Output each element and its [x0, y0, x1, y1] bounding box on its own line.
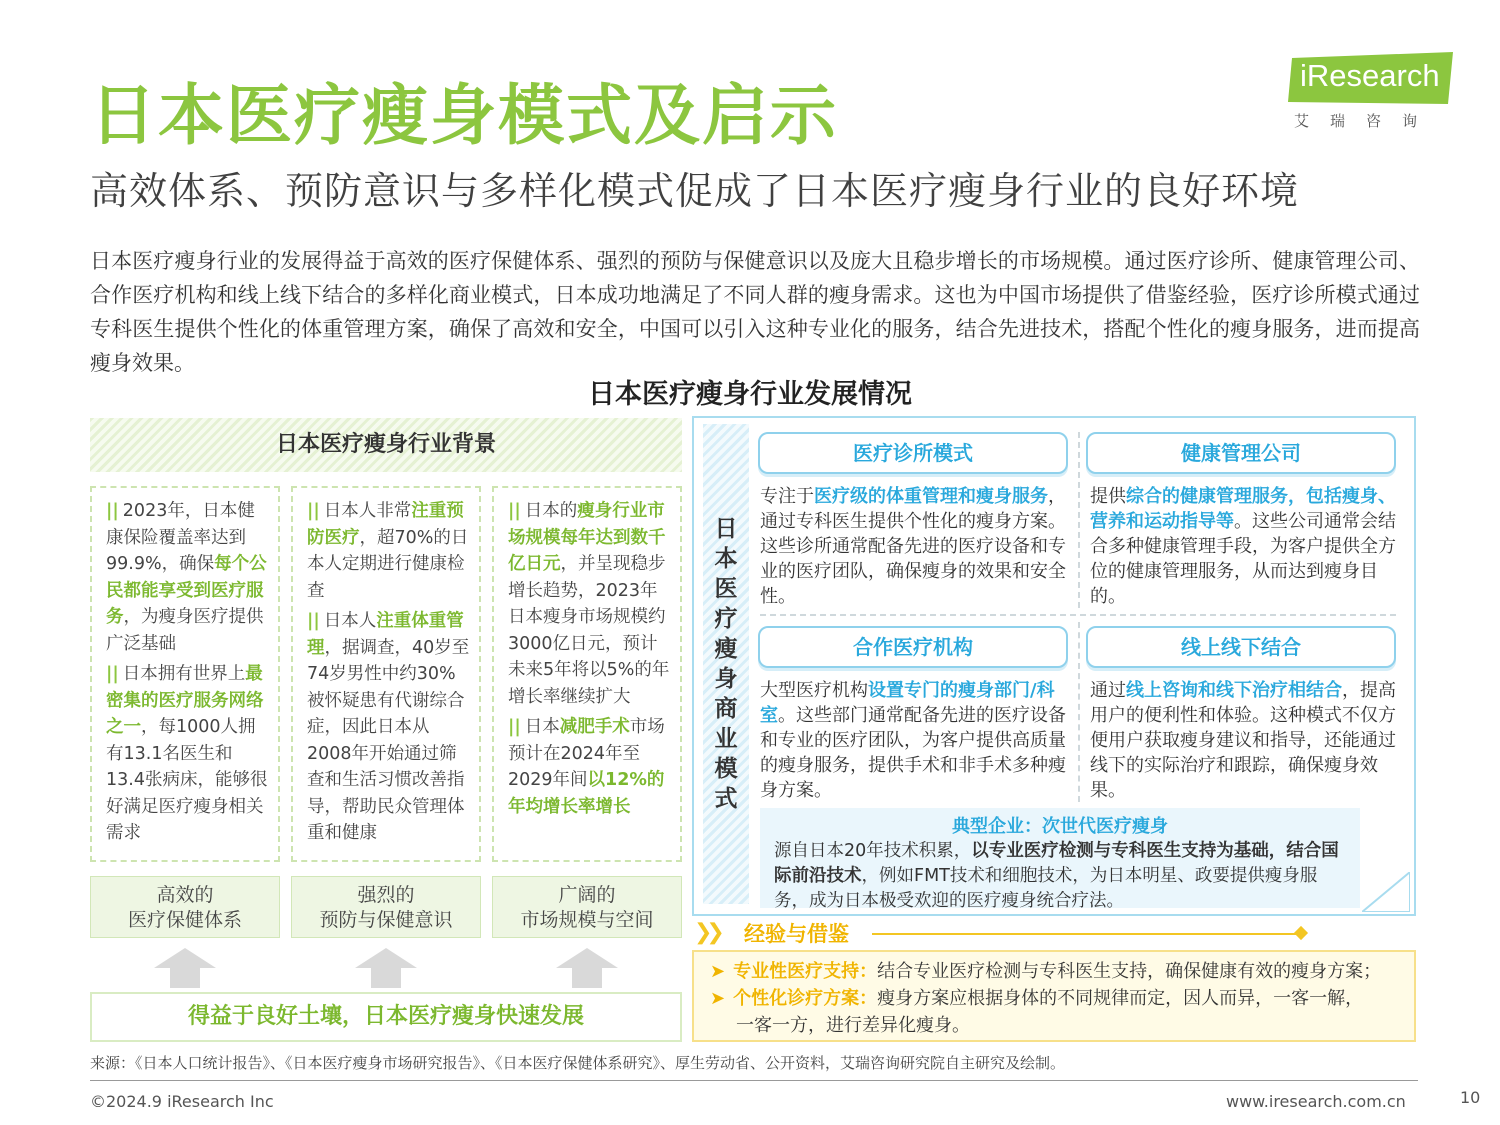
business-model-vertical-label — [703, 424, 749, 904]
background-column-prevention — [291, 486, 481, 862]
footer-rule — [90, 1080, 1418, 1081]
experience-box — [692, 950, 1416, 1042]
model-desc-cooperative-institution — [760, 678, 1072, 803]
logo-text: iResearch — [1300, 58, 1440, 93]
desc-highlight: 医疗级的体重管理和瘦身服务 — [814, 486, 1048, 507]
desc-highlight: 线上咨询和线下治疗相结合 — [1126, 680, 1342, 701]
divider — [1078, 622, 1080, 802]
pillar-market — [492, 876, 682, 938]
desc-text: 。这些部门通常配备先进的医疗设备和专业的医疗团队，为客户提供高质量的瘦身服务，提供手术和非手术多种瘦身方案。 — [760, 705, 1066, 801]
bg-text: 日本拥有世界上 — [122, 664, 246, 684]
bullet-bar-icon: || — [106, 501, 119, 521]
pillar-line: 医疗保健体系 — [127, 909, 242, 931]
experience-text: 结合专业医疗检测与专科医生支持，确保健康有效的瘦身方案； — [877, 961, 1382, 982]
pillar-healthcare — [90, 876, 280, 938]
bg-text: ，并呈现稳步增长趋势，2023年日本瘦身市场规模约3000亿日元，预计未来5年将以5%的年增长率继续扩大 — [508, 554, 670, 707]
bg-text: 日本的 — [524, 501, 578, 521]
experience-title-text: 经验与借鉴 — [744, 922, 849, 946]
bg-item — [508, 714, 672, 820]
experience-key: 专业性医疗支持： — [733, 961, 878, 982]
bg-item — [106, 498, 270, 657]
website-link[interactable]: www.iresearch.com.cn — [1226, 1092, 1406, 1111]
page-subtitle: 高效体系、预防意识与多样化模式促成了日本医疗瘦身行业的良好环境 — [90, 169, 1300, 213]
experience-item — [710, 985, 1400, 1012]
bullet-bar-icon: || — [508, 717, 521, 737]
model-tag-clinic: 医疗诊所模式 — [758, 432, 1068, 474]
bg-item — [508, 498, 672, 710]
intro-paragraph: 日本医疗瘦身行业的发展得益于高效的医疗保健体系、强烈的预防与保健意识以及庞大且稳步增长的市场规模。通过医疗诊所、健康管理公司、合作医疗机构和线上线下结合的多样化商业模式，日本成功地满足了不同人群的瘦身需求。这也为中国市场提供了借鉴经验，医疗诊所模式通过专科医生提供个性化的体重管理方案，确保了高效和安全，中国可以引入这种专业化的服务，结合先进技术，搭配个性化的瘦身服务，进而提高瘦身效果。 — [90, 249, 1420, 375]
background-header-label: 日本医疗瘦身行业背景 — [275, 432, 496, 457]
model-desc-health-company — [1090, 484, 1402, 609]
desc-highlight: 综合的健康管理服务，包括瘦身、营养和运动指导等 — [1090, 486, 1396, 532]
pillar-line: 预防与保健意识 — [319, 909, 453, 931]
bg-highlight: 以12%的年均增长率增长 — [508, 770, 665, 817]
arrow-right-icon: ➤ — [710, 988, 726, 1009]
background-column-healthcare — [90, 486, 280, 862]
desc-text: 通过 — [1090, 680, 1126, 701]
copyright: ©2024.9 iResearch Inc — [90, 1092, 274, 1111]
divider — [760, 614, 1396, 616]
bullet-bar-icon: || — [307, 611, 320, 631]
model-desc-clinic — [760, 484, 1072, 609]
bg-highlight: 减肥手术 — [559, 717, 630, 737]
pillar-line: 高效的 — [156, 884, 214, 906]
pillar-line: 市场规模与空间 — [520, 909, 654, 931]
bullet-bar-icon: || — [106, 664, 119, 684]
experience-text-cont: 一客一方，进行差异化瘦身。 — [736, 1015, 970, 1036]
bg-highlight: 最密集的医疗服务网络之一 — [106, 664, 264, 737]
typical-text: ，例如FMT技术和细胞技术，为日本明星、政要提供瘦身服务，成为日本极受欢迎的医疗瘦身统合疗法。 — [774, 866, 1318, 911]
desc-text: ，提高用户的便利性和体验。这种模式不仅方便用户获取瘦身建议和指导，还能通过线下的实际治疗和跟踪，确保瘦身效果。 — [1090, 680, 1396, 801]
pillar-prevention — [291, 876, 481, 938]
typical-company-title: 典型企业：次世代医疗瘦身 — [952, 816, 1168, 837]
page-title: 日本医疗瘦身模式及启示 — [90, 77, 838, 154]
bg-text: ，每1000人拥有13.1名医生和13.4张病床，能够很好满足医疗瘦身相关需求 — [106, 717, 268, 843]
typical-bold: 以专业医疗检测与专科医生支持为基础，结合国际前沿技术 — [774, 841, 1339, 886]
experience-line — [872, 933, 1298, 935]
up-arrow-icon — [154, 948, 216, 988]
desc-text: 专注于 — [760, 486, 814, 507]
background-column-market — [492, 486, 682, 862]
bg-text: ，据调查，40岁至74岁男性中约30%被怀疑患有代谢综合症，因此日本从2008年开始通过筛查和生活习惯改善指导，帮助民众管理体重和健康 — [307, 637, 470, 843]
up-arrow-icon — [556, 948, 618, 988]
bg-text: ，超70%的日本人定期进行健康检查 — [307, 527, 469, 601]
divider — [1078, 432, 1080, 608]
desc-text: ，通过专科医生提供个性化的瘦身方案。这些诊所通常配备先进的医疗设备和专业的医疗团队，确保瘦身的效果和安全性。 — [760, 486, 1066, 607]
figure-title: 日本医疗瘦身行业发展情况 — [588, 379, 912, 410]
model-desc-online-offline — [1090, 678, 1402, 803]
bg-item — [106, 661, 270, 847]
page-fold-decoration — [1362, 872, 1410, 912]
pillar-line: 广阔的 — [558, 884, 616, 906]
typical-company-text — [774, 839, 1346, 914]
logo-cn: 艾瑞咨询 — [1294, 112, 1439, 130]
vertical-label-text: 日 本 医 疗 瘦 身 商 业 模 式 — [714, 516, 738, 812]
typical-text: 源自日本20年技术积累， — [774, 841, 972, 861]
bullet-bar-icon: || — [307, 501, 320, 521]
model-tag-cooperative-institution: 合作医疗机构 — [758, 626, 1068, 668]
desc-text: 大型医疗机构 — [760, 680, 868, 701]
bg-text: 市场预计在2024年至2029年间 — [508, 717, 665, 790]
desc-text: 提供 — [1090, 486, 1126, 507]
bg-item — [307, 608, 471, 847]
pillar-line: 强烈的 — [357, 884, 415, 906]
bg-highlight: 注重预防医疗 — [307, 501, 464, 548]
background-header — [90, 418, 682, 472]
bg-text: ，为瘦身医疗提供广泛基础 — [106, 607, 264, 654]
model-tag-health-company: 健康管理公司 — [1086, 432, 1396, 474]
experience-title — [694, 918, 1314, 950]
source-note: 来源：《日本人口统计报告》、《日本医疗瘦身市场研究报告》、《日本医疗保健体系研究》、厚生劳动省、公开资料，艾瑞咨询研究院自主研究及绘制。 — [90, 1054, 1066, 1072]
desc-text: 。这些公司通常会结合多种健康管理手段，为客户提供全方位的健康管理服务，从而达到瘦身目的。 — [1090, 511, 1396, 607]
double-chevron-icon: ❯❯ — [694, 920, 719, 945]
iresearch-logo — [1288, 52, 1458, 132]
bg-item — [307, 498, 471, 604]
up-arrow-icon — [355, 948, 417, 988]
experience-key: 个性化诊疗方案： — [733, 988, 878, 1009]
experience-text: 瘦身方案应根据身体的不同规律而定，因人而异，一客一解， — [877, 988, 1364, 1009]
desc-highlight: 设置专门的瘦身部门/科室 — [760, 680, 1055, 726]
bg-highlight: 注重体重管理 — [307, 611, 464, 658]
bullet-bar-icon: || — [508, 501, 521, 521]
bg-text: 日本人 — [323, 611, 377, 631]
page-number: 10 — [1460, 1088, 1481, 1107]
bg-text: 日本 — [524, 717, 560, 737]
arrow-right-icon: ➤ — [710, 961, 726, 982]
background-conclusion: 得益于良好土壤，日本医疗瘦身快速发展 — [90, 992, 682, 1042]
model-tag-online-offline: 线上线下结合 — [1086, 626, 1396, 668]
bg-highlight: 瘦身行业市场规模每年达到数千亿日元 — [508, 501, 666, 574]
experience-item — [710, 958, 1400, 985]
diamond-icon — [1294, 926, 1308, 940]
bg-text: 2023年，日本健康保险覆盖率达到99.9%，确保 — [106, 501, 255, 574]
bg-text: 日本人非常 — [323, 501, 412, 521]
typical-company-box — [760, 808, 1360, 911]
bg-highlight: 每个公民都能享受到医疗服务 — [106, 554, 267, 627]
